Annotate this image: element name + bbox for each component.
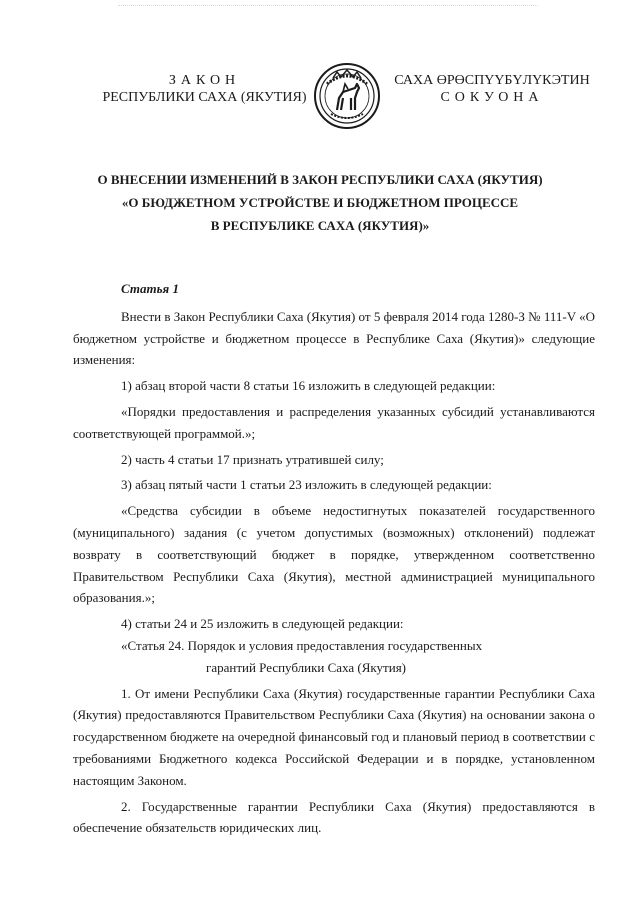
paragraph-item4: 4) статьи 24 и 25 изложить в следующей редакции: [121,616,404,632]
header-right [392,72,592,106]
paragraph-intro: Внести в Закон Республики Саха (Якутия) от 5 февраля 2014 года 1280-З № 111-V «О бюджетном устройстве и бюджетном процессе в Республике Саха (Якутия)» следующие изменения: [73,308,595,368]
republic-name: РЕСПУБЛИКИ САХА (ЯКУТИЯ) [102,90,307,105]
scan-artifact [118,5,538,10]
paragraph-item3: 3) абзац пятый части 1 статьи 23 изложить в следующей редакции: [121,477,492,493]
paragraph-item1: 1) абзац второй части 8 статьи 16 изложить в следующей редакции: [121,378,496,394]
document-title [60,168,580,237]
paragraph-item3-text: «Средства субсидии в объеме недостигнутых показателей государственного (муниципального) задания (с учетом допустимых (возможных) отклонений) подлежат возврату в соответствующий бюджет в порядке, утвержденном соответственно Правительством Республики Саха (Якутия), местной администрацией муниципального образования.»; [73,503,595,606]
title-line: О ВНЕСЕНИИ ИЗМЕНЕНИЙ В ЗАКОН РЕСПУБЛИКИ САХА (ЯКУТИЯ) [97,172,543,187]
article-label: Статья 1 [121,281,179,296]
republic-name-yakut: САХА ӨРӨСПҮҮБҮЛҮКЭТИН [394,73,590,88]
paragraph-item2: 2) часть 4 статьи 17 признать утратившей силу; [121,451,384,467]
title-line: «О БЮДЖЕТНОМ УСТРОЙСТВЕ И БЮДЖЕТНОМ ПРОЦЕССЕ [121,195,519,210]
title-line: В РЕСПУБЛИКЕ САХА (ЯКУТИЯ)» [210,218,430,233]
law-label-yakut: СОКУОНА [440,90,544,105]
article-24-heading-cont: гарантий Республики Саха (Якутия) [206,659,407,675]
paragraph-art24-2: 2. Государственные гарантии Республики Саха (Якутия) предоставляются в обеспечение обязательств юридических лиц. [73,798,595,836]
article-24-heading: «Статья 24. Порядок и условия предоставления государственных [121,637,483,653]
header-left [92,72,317,106]
coat-of-arms-emblem-icon [313,62,381,130]
law-label: ЗАКОН [168,73,241,88]
document-body [73,278,595,839]
paragraph-art24-1: 1. От имени Республики Саха (Якутия) государственные гарантии Республики Саха (Якутия) предоставляются Правительством Республики Саха (Якутия) на основании закона о государственном бюджете на очередной финансовый год и плановый период в соответствии с требованиями Бюджетного кодекса Российской Федерации и в порядке, установленном настоящим Законом. [73,685,595,788]
paragraph-item1-text: «Порядки предоставления и распределения указанных субсидий устанавливаются соответствующей программой.»; [73,403,595,441]
